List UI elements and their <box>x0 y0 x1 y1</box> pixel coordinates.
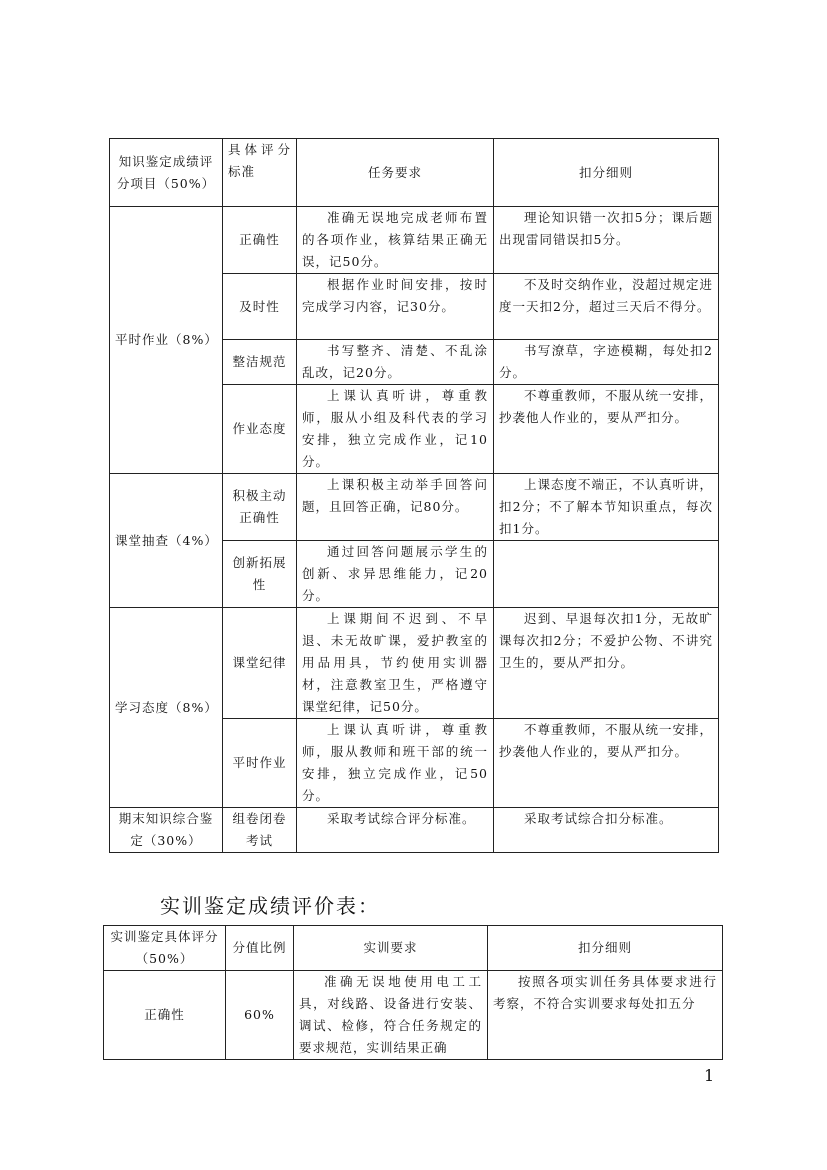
requirement-cell: 上课积极主动举手回答问题，且回答正确，记80分。 <box>297 474 494 541</box>
table-header-row <box>104 926 723 971</box>
requirement-cell: 上课认真听讲，尊重教师，服从教师和班干部的统一安排，独立完成作业，记50分。 <box>297 719 494 808</box>
requirement-cell: 准确无误地完成老师布置的各项作业，核算结果正确无误，记50分。 <box>297 207 494 274</box>
requirement-cell: 准确无误地使用电工工具，对线路、设备进行安装、调试、检修，符合任务规定的要求规范，实训结果正确 <box>294 971 488 1060</box>
deduction-cell: 不尊重教师，不服从统一安排，抄袭他人作业的，要从严扣分。 <box>494 719 719 808</box>
knowledge-assessment-table <box>109 138 719 853</box>
table-row <box>104 971 723 1060</box>
criterion-cell: 整洁规范 <box>223 340 297 385</box>
deduction-cell: 书写潦草，字迹模糊，每处扣2分。 <box>494 340 719 385</box>
section-heading: 实训鉴定成绩评价表： <box>160 894 380 918</box>
page-number: 1 <box>704 1066 715 1085</box>
header-requirement: 任务要求 <box>297 139 494 207</box>
practical-assessment-table <box>103 925 723 1060</box>
header-requirement: 实训要求 <box>294 926 488 971</box>
deduction-cell <box>494 541 719 608</box>
ratio-cell: 60% <box>226 971 294 1060</box>
table-row <box>110 474 719 541</box>
header-deduction: 扣分细则 <box>494 139 719 207</box>
criterion-cell: 创新拓展性 <box>223 541 297 608</box>
deduction-cell: 理论知识错一次扣5分；课后题出现雷同错误扣5分。 <box>494 207 719 274</box>
item-cell: 正确性 <box>104 971 226 1060</box>
requirement-cell: 上课期间不迟到、不早退、未无故旷课，爱护教室的用品用具，节约使用实训器材，注意教室卫生，严格遵守课堂纪律，记50分。 <box>297 608 494 719</box>
requirement-cell: 根据作业时间安排，按时完成学习内容，记30分。 <box>297 274 494 340</box>
criterion-cell: 课堂纪律 <box>223 608 297 719</box>
deduction-cell: 迟到、早退每次扣1分，无故旷课每次扣2分；不爱护公物、不讲究卫生的，要从严扣分。 <box>494 608 719 719</box>
deduction-cell: 不及时交纳作业，没超过规定进度一天扣2分，超过三天后不得分。 <box>494 274 719 340</box>
group-name: 期末知识综合鉴定（30%） <box>110 808 223 853</box>
header-criterion: 具体评分标准 <box>223 139 297 207</box>
deduction-cell: 不尊重教师，不服从统一安排，抄袭他人作业的，要从严扣分。 <box>494 385 719 474</box>
requirement-cell: 书写整齐、清楚、不乱涂乱改，记20分。 <box>297 340 494 385</box>
criterion-cell: 及时性 <box>223 274 297 340</box>
group-name: 平时作业（8%） <box>110 207 223 474</box>
criterion-cell: 积极主动正确性 <box>223 474 297 541</box>
criterion-cell: 平时作业 <box>223 719 297 808</box>
requirement-cell: 采取考试综合评分标准。 <box>297 808 494 853</box>
criterion-cell: 正确性 <box>223 207 297 274</box>
criterion-cell: 作业态度 <box>223 385 297 474</box>
table-row <box>110 808 719 853</box>
requirement-cell: 上课认真听讲，尊重教师，服从小组及科代表的学习安排，独立完成作业，记10分。 <box>297 385 494 474</box>
header-item: 实训鉴定具体评分（50%） <box>104 926 226 971</box>
group-name: 课堂抽查（4%） <box>110 474 223 608</box>
requirement-cell: 通过回答问题展示学生的创新、求异思维能力，记20分。 <box>297 541 494 608</box>
header-item: 知识鉴定成绩评分项目（50%） <box>110 139 223 207</box>
table-row <box>110 608 719 719</box>
table-row <box>110 207 719 274</box>
group-name: 学习态度（8%） <box>110 608 223 808</box>
deduction-cell: 采取考试综合扣分标准。 <box>494 808 719 853</box>
criterion-cell: 组卷闭卷考试 <box>223 808 297 853</box>
header-deduction: 扣分细则 <box>488 926 723 971</box>
deduction-cell: 上课态度不端正，不认真听讲，扣2分；不了解本节知识重点，每次扣1分。 <box>494 474 719 541</box>
header-ratio: 分值比例 <box>226 926 294 971</box>
deduction-cell: 按照各项实训任务具体要求进行考察，不符合实训要求每处扣五分 <box>488 971 723 1060</box>
table-header-row <box>110 139 719 207</box>
